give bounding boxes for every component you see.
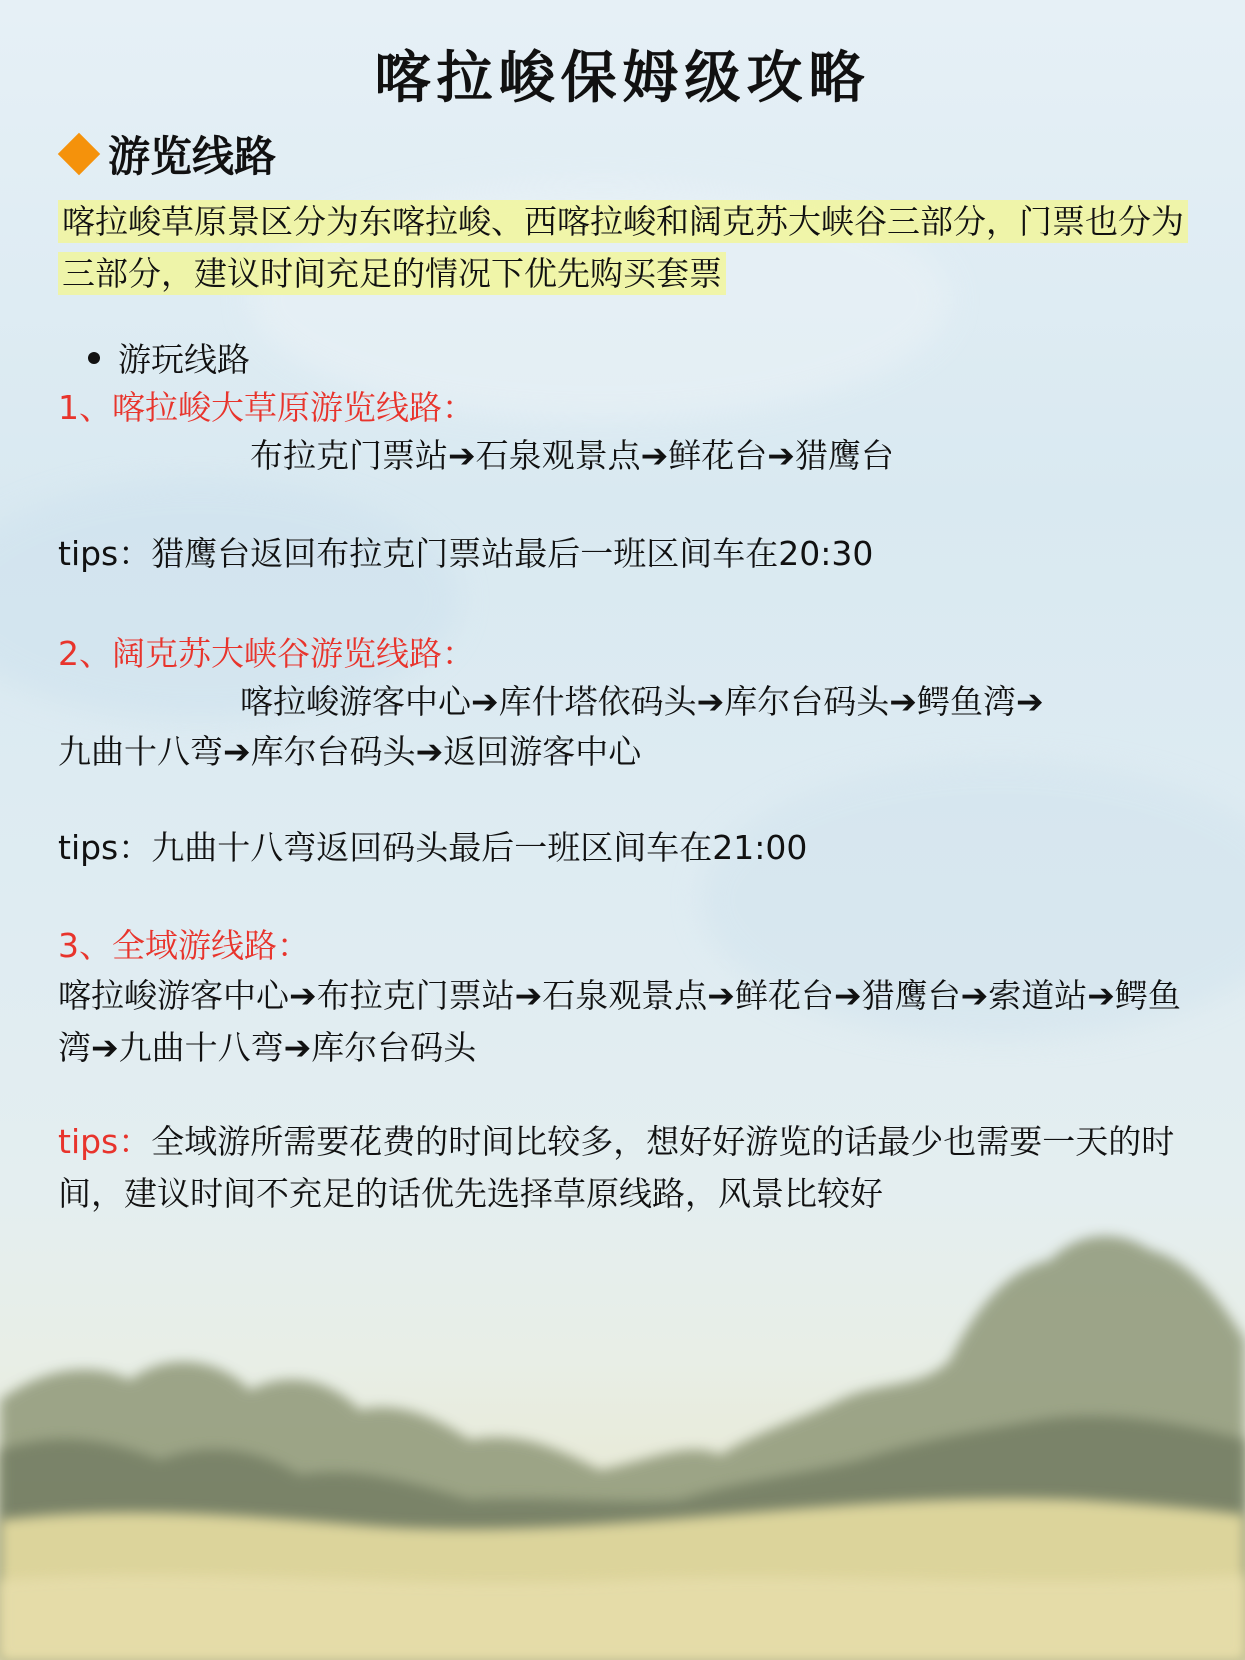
route-1-tips-text: 猎鹰台返回布拉克门票站最后一班区间车在20:30 — [151, 534, 874, 573]
intro-highlight: 喀拉峻草原景区分为东喀拉峻、西喀拉峻和阔克苏大峡谷三部分，门票也分为三部分，建议时间充足的情况下优先购买套票 — [58, 200, 1188, 295]
route-1-tips — [58, 528, 873, 580]
bullet-item — [88, 334, 250, 381]
route-1-tips-label: tips： — [58, 534, 152, 573]
bullet-dot-icon — [88, 352, 100, 364]
route-2-heading: 2、阔克苏大峡谷游览线路： — [58, 634, 475, 673]
bullet-label: 游玩线路 — [118, 340, 250, 379]
route-3-heading: 3、全域游线路： — [58, 926, 310, 965]
page-title: 喀拉峻保姆级攻略 — [374, 46, 871, 111]
route-2-tips — [58, 822, 807, 874]
route-3-tips-label: tips： — [58, 1122, 152, 1161]
section-heading-label: 游览线路 — [108, 132, 277, 181]
intro-paragraph — [58, 196, 1188, 300]
route-2-tips-label: tips： — [58, 828, 152, 867]
route-3-path: 喀拉峻游客中心➔布拉克门票站➔石泉观景点➔鲜花台➔猎鹰台➔索道站➔鳄鱼湾➔九曲十八弯➔库尔台码头 — [58, 976, 1181, 1067]
route-2-path-line-2: 九曲十八弯➔库尔台码头➔返回游客中心 — [58, 732, 642, 771]
route-2-tips-text: 九曲十八弯返回码头最后一班区间车在21:00 — [151, 828, 808, 867]
route-2-path-line-1: 喀拉峻游客中心➔库什塔依码头➔库尔台码头➔鳄鱼湾➔ — [240, 682, 1044, 721]
diamond-icon — [58, 133, 100, 175]
route-3-tips — [58, 1116, 1188, 1220]
route-3-tips-text: 全域游所需要花费的时间比较多，想好好游览的话最少也需要一天的时间，建议时间不充足的话优先选择草原线路，风景比较好 — [58, 1122, 1175, 1213]
route-1-heading: 1、喀拉峻大草原游览线路： — [58, 388, 475, 427]
route-1-path: 布拉克门票站➔石泉观景点➔鲜花台➔猎鹰台 — [250, 436, 894, 475]
section-heading — [60, 124, 276, 184]
